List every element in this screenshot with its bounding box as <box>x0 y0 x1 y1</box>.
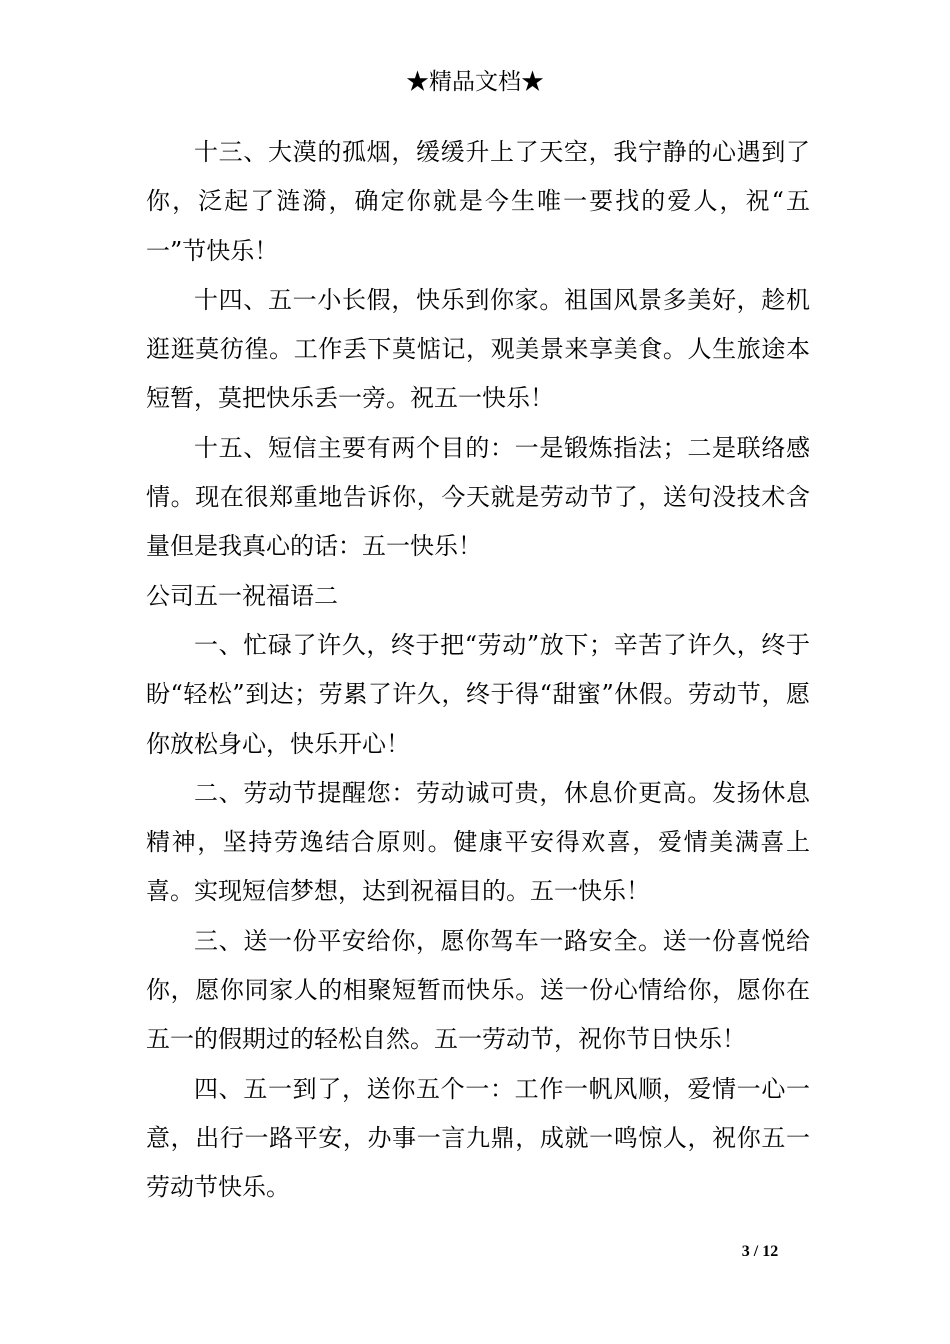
paragraph-15: 十五、短信主要有两个目的：一是锻炼指法；二是联络感情。现在很郑重地告诉你，今天就是劳动节了，送句没技术含量但是我真心的话：五一快乐！ <box>146 433 810 561</box>
section-heading: 公司五一祝福语二 <box>146 581 338 610</box>
document-header: ★精品文档★ <box>406 69 544 95</box>
section-paragraph-3: 三、送一份平安给你，愿你驾车一路安全。送一份喜悦给你，愿你同家人的相聚短暂而快乐。送一份心情给你，愿你在五一的假期过的轻松自然。五一劳动节，祝你节日快乐！ <box>146 926 810 1054</box>
document-body <box>146 128 810 1213</box>
paragraph-14: 十四、五一小长假，快乐到你家。祖国风景多美好，趁机逛逛莫彷徨。工作丢下莫惦记，观美景来享美食。人生旅途本短暂，莫把快乐丢一旁。祝五一快乐！ <box>146 285 810 413</box>
section-paragraph-1: 一、忙碌了许久，终于把“劳动”放下；辛苦了许久，终于盼“轻松”到达；劳累了许久，终于得“甜蜜”休假。劳动节，愿你放松身心，快乐开心！ <box>146 630 810 758</box>
section-paragraph-2: 二、劳动节提醒您：劳动诚可贵，休息价更高。发扬休息精神，坚持劳逸结合原则。健康平安得欢喜，爱情美满喜上喜。实现短信梦想，达到祝福目的。五一快乐！ <box>146 778 810 906</box>
section-paragraph-4: 四、五一到了，送你五个一：工作一帆风顺，爱情一心一意，出行一路平安，办事一言九鼎，成就一鸣惊人，祝你五一劳动节快乐。 <box>146 1074 810 1202</box>
page-number: 3 / 12 <box>741 1243 779 1260</box>
paragraph-13: 十三、大漠的孤烟，缓缓升上了天空，我宁静的心遇到了你，泛起了涟漪，确定你就是今生唯一要找的爱人，祝“五一”节快乐！ <box>146 138 810 265</box>
